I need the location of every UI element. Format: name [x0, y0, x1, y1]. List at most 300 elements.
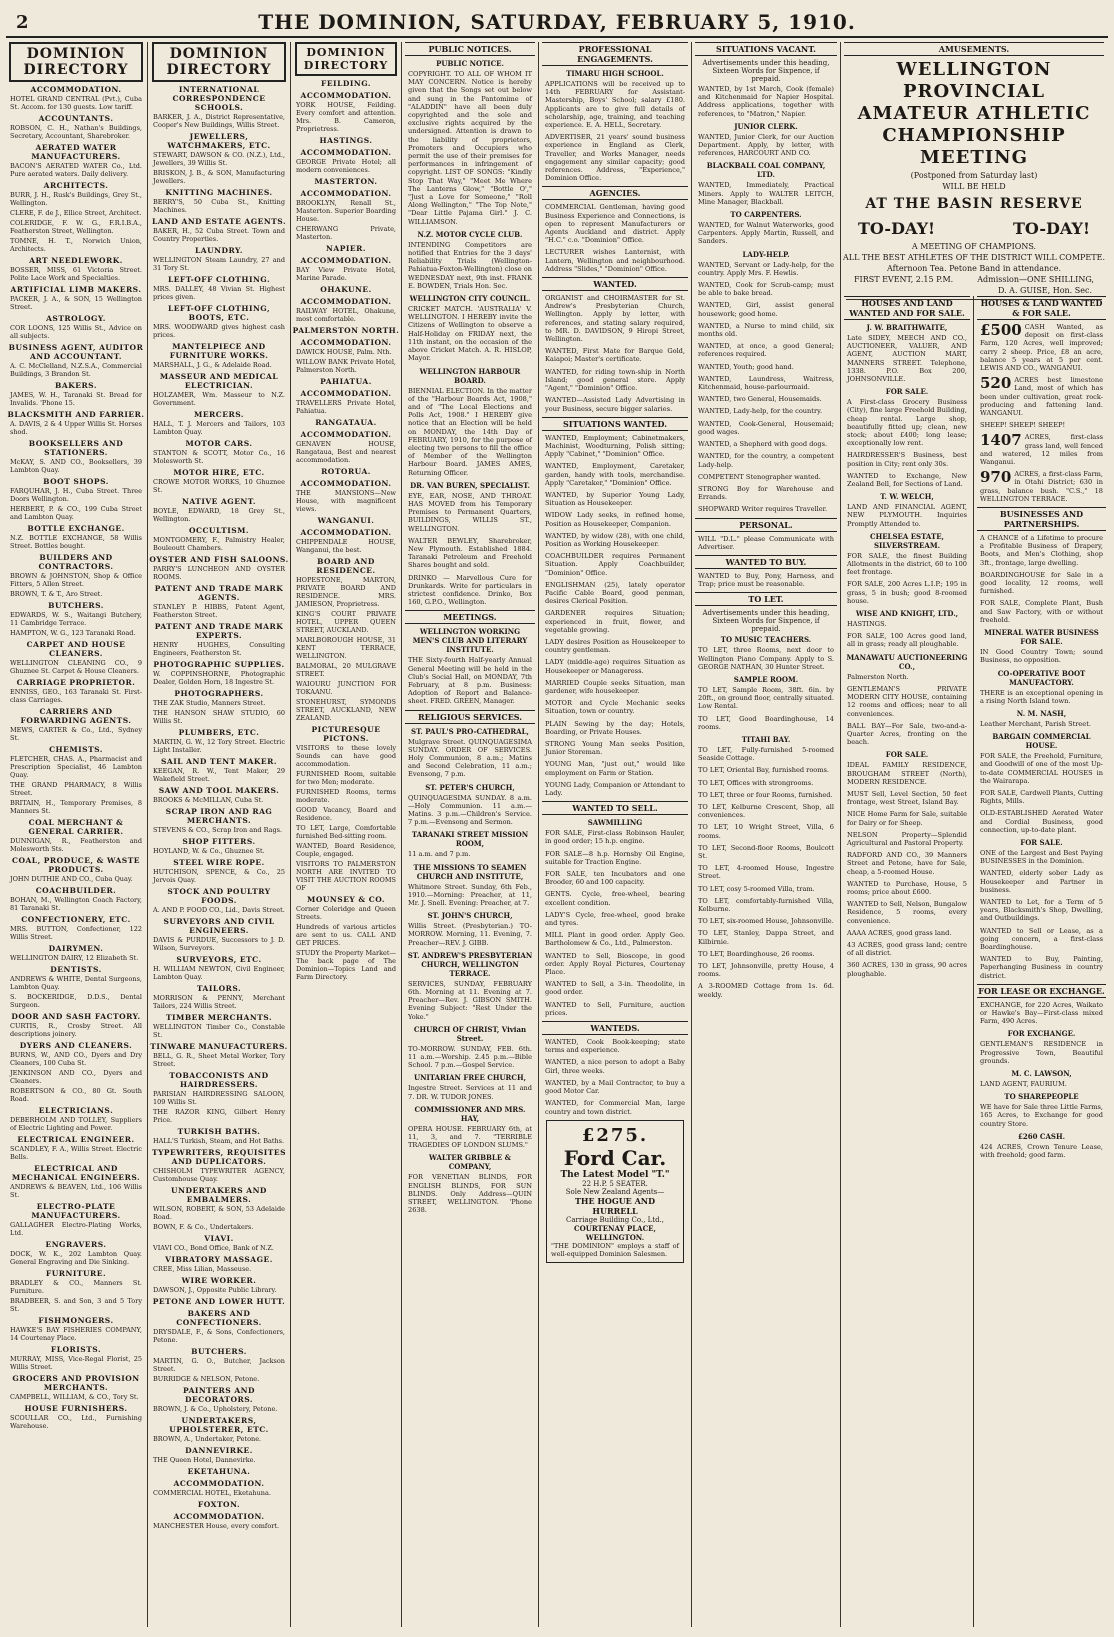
- notice-text: TO LET, Kelburne Crescent, Shop, all conveniences.: [698, 802, 834, 820]
- directory-entry: BRISKON, J. B., & SON, Manufacturing Jewellers.: [153, 169, 285, 185]
- category-heading: COAL, PRODUCE, & WASTE PRODUCTS.: [11, 856, 141, 874]
- category-heading: ACCOMMODATION.: [300, 189, 392, 198]
- meeting-of-champions: A MEETING OF CHAMPIONS.: [911, 242, 1037, 251]
- notice-lead: CHURCH OF CHRIST, Vivian Street.: [413, 1024, 527, 1043]
- category-heading: PATENT AND TRADE MARK AGENTS.: [154, 584, 284, 602]
- directory-entry: STONEHURST, SYMONDS STREET, AUCKLAND, NEW ZEALAND.: [296, 698, 396, 722]
- listing-amount: 970: [980, 468, 1012, 487]
- notice-text: Willis Street. (Presbyterian.) TO-MORROW. Morning, 11. Evening, 7. Preacher—REV. J. GIBB.: [408, 922, 532, 947]
- category-heading: COAL MERCHANT & GENERAL CARRIER.: [28, 818, 124, 836]
- directory-entry: CHERWANG Private, Masterton.: [296, 225, 396, 241]
- notice-text: ENGLISHMAN (25), lately operator Pacific Cable Board, good penman, desires Clerical Position.: [545, 580, 685, 606]
- notice-text: CRICKET MATCH. 'AUSTRALIA' V. WELLINGTON. I HEREBY invite the Citizens of Wellington to observe a Half-Holiday on FRIDAY next, the 11th instant, on the occasion of the above Cricket Match. A. R. HISLOP, Mayor.: [408, 305, 532, 363]
- personal-heading: PERSONAL.: [695, 518, 837, 532]
- directory-entry: TRAVELLERS Private Hotel, Pahiatua.: [296, 399, 396, 415]
- category-heading: ARCHITECTS.: [43, 181, 109, 190]
- category-heading: MOTOR HIRE, ETC.: [173, 468, 265, 477]
- notice-lead: THE MISSIONS TO SEAMEN CHURCH AND INSTITUTE,: [413, 862, 527, 881]
- notice-lead: T. W. WELCH,: [880, 492, 934, 502]
- category-heading: FISHMONGERS.: [38, 1316, 114, 1325]
- category-heading: DANNEVIRKE.: [185, 1446, 253, 1455]
- category-heading: BOTTLE EXCHANGE.: [27, 524, 125, 533]
- notice-lead: BLACKBALL COAL COMPANY, LTD.: [706, 161, 826, 180]
- category-heading: PHOTOGRAPHERS.: [174, 689, 264, 698]
- notice-text: MARRIED Couple seeks Situation, man gardener, wife housekeeper.: [545, 678, 685, 695]
- notice-text: FOR SALE, First-class Robinson Hauler, in good order; 15 h.p. engine.: [545, 829, 685, 846]
- notice-text: 11 a.m. and 7 p.m.: [408, 850, 471, 859]
- athletic-title-line-1: WELLINGTON PROVINCIAL: [896, 59, 1052, 102]
- directory-entry: BROWN, J. & Co., Upholstery, Petone.: [153, 1405, 278, 1413]
- notice-text: NELSON Property—Splendid Agricultural and Pastoral Property.: [847, 830, 967, 847]
- directory-entry: MORRISON & PENNY, Merchant Tailors, 224 Willis Street.: [153, 994, 285, 1010]
- directory-column-3: [292, 42, 400, 1632]
- directory-entry: CROWE MOTOR WORKS, 10 Ghuznee St.: [153, 478, 285, 494]
- directory-entry: W. COPPINSHORNE, Photographic Dealer, Golden Horn, 18 Ingestre St.: [153, 670, 285, 686]
- category-heading: PHOTOGRAPHIC SUPPLIES.: [153, 660, 285, 669]
- directory-entry: THE GRAND PHARMACY, 8 Willis Street.: [10, 781, 142, 797]
- category-heading: ACCOMMODATION.: [300, 479, 392, 488]
- category-heading: OYSTER AND FISH SALOONS.: [149, 555, 289, 564]
- directory-entry: HAMPTON, W. G., 123 Taranaki Road.: [10, 629, 136, 637]
- ford-model: The Latest Model "T.": [560, 1169, 670, 1180]
- notice-lead: FOR SALE.: [885, 750, 929, 760]
- situations-wanted-heading: SITUATIONS WANTED.: [542, 417, 688, 431]
- directory-entry: CURTIS, R., Crosby Street. All descriptions joinery.: [10, 1022, 142, 1038]
- category-heading: FOXTON.: [197, 1500, 241, 1509]
- notice-text: LECTURER wishes Lanternist, with Lantern, Wellington and neighbourhood. Address "Slides," "Dominion" Office.: [545, 248, 685, 273]
- category-heading: ACCOMMODATION.: [30, 85, 122, 94]
- category-heading: MOUNSEY & CO.: [307, 895, 385, 904]
- category-heading: STOCK AND POULTRY FOODS.: [167, 887, 271, 905]
- directory-entry: CREE, Miss Lilian, Masseuse.: [153, 1265, 252, 1273]
- directory-entry: ENNISS, GEO., 163 Taranaki St. First-class Carriages.: [10, 688, 142, 704]
- notice-text: THERE is an exceptional opening in a rising North Island town.: [980, 688, 1103, 705]
- listing-text: CASH Wanted, as deposit on first-class Farm, 120 Acres, well improved; carry 2 sheep. Price, £8 an acre, balance 5 years at 5 per cent. LEWIS AND CO., WANGANUI.: [980, 323, 1103, 373]
- directory-entry: EDWARDS, W. S., Waitangi Butchery, 11 Cambridge Terrace.: [10, 611, 142, 627]
- category-heading: TYPEWRITERS, REQUISITES AND DUPLICATORS.: [151, 1148, 287, 1166]
- houses-for-sale-column: [975, 296, 1108, 1631]
- category-heading: GROCERS AND PROVISION MERCHANTS.: [12, 1374, 140, 1392]
- notice-text: OPERA HOUSE. FEBRUARY 6th, at 11, 3, and 7. "TERRIBLE TRAGEDIES OF LONDON SLUMS.": [408, 1124, 532, 1150]
- notice-lead: JUNIOR CLERK.: [734, 121, 798, 131]
- directory-entry: BURNS, W., AND CO., Dyers and Dry Cleaners, 100 Cuba St.: [10, 1051, 142, 1067]
- notice-text: WANTED—Assisted Lady Advertising in your Business, secure bigger salaries.: [545, 396, 685, 413]
- notice-text: TO LET, three or four Rooms, furnished.: [698, 790, 833, 799]
- category-heading: UNDERTAKERS AND EMBALMERS.: [171, 1186, 267, 1204]
- notice-text: Leather Merchant, Parish Street.: [980, 719, 1091, 728]
- notice-lead: SAMPLE ROOM.: [733, 674, 799, 684]
- directory-entry: HALL, T. J. Mercers and Tailors, 103 Lambton Quay.: [153, 420, 285, 436]
- directory-entry: BROWN, T. & T., Aro Street.: [10, 590, 103, 598]
- notice-text: TO LET, three Rooms, next door to Wellington Piano Company. Apply to S. GEORGE NATHAN, 30 Hunter Street.: [698, 646, 834, 671]
- notice-lead: J. W. BRAITHWAITE,: [866, 323, 948, 332]
- notice-text: STRONG Young Man seeks Position, Junior Storeman.: [545, 740, 685, 757]
- notice-text: GARDENER requires Situation; experienced in fruit, flower, and vegetable growing.: [545, 609, 685, 634]
- notice-lead: TO CARPENTERS.: [730, 210, 802, 220]
- notice-lead: DR. VAN BUREN, SPECIALIST.: [410, 480, 530, 490]
- ford-car-advert: [546, 1120, 684, 1263]
- notice-text: TO LET, six-roomed House, Johnsonville.: [698, 917, 834, 926]
- directory-entry: VISITORS to these lovely Sounds can have good accommodation.: [296, 744, 396, 768]
- category-heading: ACCOMMODATION.: [300, 297, 392, 306]
- notice-text: 360 ACRES, 130 in grass, 90 acres ploughable.: [847, 961, 967, 978]
- section-subheading: Advertisements under this heading, Sixteen Words for Sixpence, if prepaid.: [702, 59, 830, 83]
- category-heading: ACCOMMODATION.: [300, 389, 392, 398]
- notice-lead: FOR EXCHANGE.: [1007, 1029, 1076, 1039]
- ford-address: COURTENAY PLACE, WELLINGTON.: [574, 1223, 656, 1242]
- ford-brand: Ford Car.: [563, 1145, 667, 1170]
- notice-text: PLAIN Sewing by the day; Hotels, Boarding, or Private Houses.: [545, 719, 685, 736]
- category-heading: RANGATAUA.: [315, 418, 377, 427]
- directory-entry: DOCK, W. K., 202 Lambton Quay. General Engraving and Die Sinking.: [10, 1250, 142, 1266]
- notice-text: Palmerston North.: [847, 672, 909, 681]
- directory-entry: BOWN, F. & Co., Undertakers.: [153, 1223, 254, 1231]
- directory-entry: THE HANSON SHAW STUDIO, 60 Willis St.: [153, 709, 285, 725]
- directory-entry: MEWS, CARTER & Co., Ltd., Sydney St.: [10, 726, 142, 742]
- directory-entry: FURNISHED Rooms, terms moderate.: [296, 788, 396, 804]
- category-heading: ARTIFICIAL LIMB MAKERS.: [10, 285, 142, 294]
- notice-text: WANTED to Sell, a 3-in. Theodolite, in good order.: [545, 980, 685, 997]
- directory-entry: HAWKE'S BAY FISHERIES COMPANY, 14 Courtenay Place.: [10, 1326, 142, 1342]
- directory-entry: YORK HOUSE, Feilding. Every comfort and attention. Mrs. B. Cameron, Proprietress.: [296, 101, 396, 133]
- notice-text: WANTED to Sell or Lease, as a going concern, a first-class Boardinghouse.: [980, 926, 1103, 951]
- category-heading: ACCOMMODATION.: [173, 1479, 265, 1488]
- category-heading: ELECTRICAL ENGINEER.: [17, 1135, 135, 1144]
- notice-text: WANTED, for Commercial Man, large country and town district.: [545, 1099, 685, 1116]
- category-heading: PAINTERS AND DECORATORS.: [182, 1386, 255, 1404]
- notice-lead: SAWMILLING: [587, 818, 643, 828]
- notice-text: FOR SALE, the Freehold, Furniture, and Goodwill of one of the most Up-to-date COMMERCIAL HOUSES in the Wairarapa.: [980, 752, 1103, 785]
- notice-text: GENTS. Cycle, free-wheel, bearing excellent condition.: [545, 890, 685, 907]
- band-note: Afternoon Tea. Petone Band in attendance.: [887, 264, 1061, 273]
- directory-column-1: [6, 42, 146, 1632]
- notice-text: SERVICES, SUNDAY, FEBRUARY 6th. Morning at 11. Evening at 7. Preacher—Rev. J. GIBSON SMITH. Evening Subject: "Rest Under the Yoke.": [408, 979, 532, 1021]
- category-heading: MASTERTON.: [314, 177, 378, 186]
- directory-entry: CHISHOLM TYPEWRITER AGENCY, Customhouse Quay.: [153, 1167, 285, 1183]
- notice-text: LADY'S Cycle, free-wheel, good brake and tyres.: [545, 910, 685, 928]
- category-heading: EKETAHUNA.: [187, 1467, 251, 1476]
- newspaper-page: [6, 6, 1108, 1631]
- notice-text: TO LET, Johnsonville, pretty House, 4 rooms.: [698, 962, 834, 979]
- notice-text: FOR SALE, ten Incubators and one Brooder, 60 and 100 capacity.: [545, 870, 685, 887]
- category-heading: MANTELPIECE AND FURNITURE WORKS.: [169, 342, 269, 360]
- today-right: TO-DAY!: [1012, 219, 1090, 238]
- notice-text: Ingestre Street. Services at 11 and 7. DR. W. TUDOR JONES.: [408, 1084, 532, 1101]
- notice-text: WANTED, by Superior Young Lady, Situation as Housekeeper.: [545, 490, 685, 508]
- listing-text: ACRES, first-class grass land, well fenced and watered, 12 miles from Wanganui.: [980, 433, 1103, 467]
- notice-text: HASTINGS.: [847, 620, 887, 629]
- notice-text: WANTED, Employment, Caretaker, garden, handy with tools, merchandise. Apply "Caretaker," "Dominion" Office.: [545, 462, 685, 487]
- category-heading: BUTCHERS.: [48, 601, 104, 610]
- category-heading: ACCOMMODATION.: [300, 430, 392, 439]
- notice-text: DRINKO — Marvellous Cure for Drunkards. Write for particulars in strictest confidence. Drinko, Box 160, G.P.O., Wellington.: [408, 573, 532, 607]
- directory-entry: JAMES, W. H., Taranaki St. Bread for Invalids. 'Phone 15.: [10, 391, 142, 407]
- directory-entry: Corner Coleridge and Queen Streets.: [296, 905, 396, 921]
- directory-entry: ANDREWS & BEAVEN, Ltd., 106 Willis St.: [10, 1183, 142, 1199]
- category-heading: BAKERS.: [55, 381, 97, 390]
- directory-entry: Hundreds of various articles are sent to us. CALL AND GET PRICES.: [296, 923, 396, 947]
- category-heading: BLACKSMITH AND FARRIER.: [7, 410, 145, 419]
- notice-lead: TIMARU HIGH SCHOOL.: [566, 69, 664, 78]
- category-heading: OHAKUNE.: [320, 285, 372, 294]
- category-heading: FEILDING.: [321, 79, 371, 88]
- category-heading: DYERS AND CLEANERS.: [19, 1041, 133, 1050]
- notice-text: MOTOR and Cycle Mechanic seeks Situation, town or country.: [545, 699, 685, 716]
- notice-text: FOR SALE, 100 Acres good land, all in grass; ready all ploughable.: [847, 632, 967, 649]
- athletic-title-line-2: AMATEUR ATHLETIC: [857, 103, 1091, 124]
- category-heading: ROTORUA.: [321, 467, 371, 476]
- category-heading: FURNITURE.: [45, 1269, 107, 1278]
- directory-entry: A. C. McClelland, N.Z.S.A., Commercial Buildings, 3 Brandon St.: [10, 362, 142, 378]
- directory-entry: JOHN DUTHIE AND CO., Cuba Quay.: [10, 875, 133, 883]
- notice-lead: FOR SALE.: [885, 387, 929, 397]
- directory-entry: WELLINGTON Timber Co., Constable St.: [153, 1023, 285, 1039]
- directory-entry: RAILWAY HOTEL, Ohakune, most comfortable.: [296, 307, 396, 323]
- will-be-held: WILL BE HELD: [942, 182, 1006, 191]
- notice-text: WANTED, for riding town-ship in North Island; good general store. Apply "Agent," "Dominion" Office.: [545, 367, 685, 393]
- directory-entry: WELLINGTON DAIRY, 12 Elizabeth St.: [10, 954, 139, 962]
- notice-text: WANTED, Employment; Cabinetmakers, Machinist, Woodturning, Polish sitting; Apply "Cabinet," "Dominion" Office.: [545, 433, 685, 459]
- notice-text: WANTED, Cook Book-keeping; state terms and experience.: [545, 1038, 685, 1055]
- notice-text: MUST Sell, Level Section, 50 feet frontage, west Street, Island Bay.: [847, 789, 967, 807]
- directory-entry: CAMPBELL, WILLIAM, & CO., Tory St.: [10, 1393, 139, 1401]
- directory-entry: HENRY HUGHES, Consulting Engineers, Featherston St.: [153, 641, 285, 657]
- businesses-heading: BUSINESSES AND PARTNERSHIPS.: [977, 507, 1106, 531]
- notice-text: AAAA ACRES, good grass land.: [847, 928, 952, 937]
- directory-entry: MONTGOMERY, F., Palmistry Healer, Bouleoutt Chambers.: [153, 536, 285, 552]
- notice-text: WANTED to Buy, Painting, Paperhanging Business in country district.: [980, 955, 1103, 980]
- directory-entry: GEORGE Private Hotel; all modern conveniences.: [296, 158, 396, 174]
- directory-entry: STUDY the Property Market—The back page of The Dominion—Topics Land and Farm Directory.: [296, 949, 396, 981]
- category-heading: BUILDERS AND CONTRACTORS.: [38, 553, 114, 571]
- directory-entry: A. DAVIS, 2 & 4 Upper Willis St. Horses shod.: [10, 420, 142, 436]
- category-heading: ACCOMMODATION.: [300, 256, 392, 265]
- wanted-to-sell-heading: WANTED TO SELL.: [542, 801, 688, 815]
- directory-entry: THE RAZOR KING, Gilbert Henry Price.: [153, 1108, 285, 1124]
- category-heading: ART NEEDLEWORK.: [29, 256, 123, 265]
- postponed-note: (Postponed from Saturday last): [910, 171, 1038, 180]
- directory-entry: PARISIAN HAIRDRESSING SALOON, 109 Willis St.: [153, 1090, 285, 1106]
- amusements-heading: AMUSEMENTS.: [844, 42, 1104, 56]
- notice-lead: ST. ANDREW'S PRESBYTERIAN CHURCH, WELLINGTON TERRACE.: [407, 950, 533, 978]
- category-heading: BOARD AND RESIDENCE.: [316, 557, 376, 575]
- directory-entry: THE MANSIONS—New House, with magnificent views.: [296, 489, 396, 513]
- category-heading: CARRIERS AND FORWARDING AGENTS.: [20, 707, 132, 725]
- directory-entry: MURRAY, MISS, Vice-Regal Florist, 25 Willis Street.: [10, 1355, 142, 1371]
- notice-text: FOR SALE, 200 Acres L.I.P.; 195 in grass, 5 in bush; good 8-roomed house.: [847, 580, 967, 605]
- category-heading: PATENT AND TRADE MARK EXPERTS.: [154, 622, 284, 640]
- notice-text: ORGANIST and CHOIRMASTER for St. Andrew's Presbyterian Church, Wellington. Apply by letter, with references, and stating salary required, to MR. D. DAVIDSON, 9 Hiropi Street, Wellington.: [545, 294, 685, 344]
- notice-text: WANTED, Junior Clerk, for our Auction Department. Apply, by letter, with references, HARCOURT AND CO.: [698, 132, 834, 158]
- notice-text: BOARDINGHOUSE for Sale in a good locality, 12 rooms, well furnished.: [980, 570, 1103, 596]
- directory-entry: HOLZAMER, Wm. Masseur to N.Z. Government.: [153, 391, 285, 407]
- directory-entry: BURRIDGE & NELSON, Petone.: [153, 1375, 260, 1383]
- first-event: FIRST EVENT, 2.15 P.M.: [854, 275, 954, 284]
- category-heading: ACCOMMODATION.: [300, 148, 392, 157]
- notice-text: WANTED to Buy, Pony, Harness, and Trap; price must be reasonable.: [698, 571, 834, 589]
- category-heading: ASTROLOGY.: [46, 314, 106, 323]
- listing-amount: £500: [980, 321, 1022, 339]
- venue: AT THE BASIN RESERVE: [865, 196, 1083, 212]
- notice-text: ADVERTISER, 21 years' sound business experience in England as Clerk, Traveller, and Works Manager, needs engagement any similar capacity; good references. Address, "Experience," Dominion Office.: [545, 133, 685, 183]
- directory-entry: TOMNE, H. T., Norwich Union, Architects.: [10, 237, 142, 253]
- category-heading: ACCOMMODATION.: [173, 1512, 265, 1521]
- notice-text: WIDOW Lady seeks, in refined home, Position as Housekeeper, Companion.: [545, 511, 685, 528]
- directory-entry: CLERE, F. de J., Ellice Street, Architect.: [10, 209, 142, 217]
- directory-entry: FLETCHER, CHAS. A., Pharmacist and Prescription Specialist, 46 Lambton Quay.: [10, 755, 142, 779]
- ford-agents-line: Sole New Zealand Agents—: [565, 1187, 665, 1196]
- notice-text: FOR SALE, Cardwell Plants, Cutting Rights, Mills.: [980, 788, 1103, 806]
- category-heading: PICTURESQUE PICTONS.: [311, 725, 381, 743]
- notice-text: WANTED, First Mate for Barque Gold, Kaiapoi; Master's certificate.: [545, 347, 685, 364]
- notice-text: WANTED, a Nurse to mind child, six months old.: [698, 321, 834, 339]
- category-heading: HOUSE FURNISHERS.: [24, 1404, 128, 1413]
- notice-text: GENTLEMAN'S PRIVATE MODERN CITY HOUSE, containing 12 rooms and offices; near to all conveniences.: [847, 684, 967, 718]
- wanted-to-buy-heading: WANTED TO BUY.: [695, 555, 837, 569]
- category-heading: SURVEYORS, ETC.: [176, 955, 262, 964]
- directory-entry: ROBERTSON & CO., 80 Gt. South Road.: [10, 1087, 142, 1103]
- directory-entry: SCOULLAR CO., Ltd., Furnishing Warehouse.: [10, 1414, 142, 1430]
- lease-exchange-heading: FOR LEASE OR EXCHANGE.: [978, 985, 1105, 996]
- notice-text: A CHANCE of a Lifetime to procure a Profitable Business of Drapery, Boots, and Men's Clothing, shop 3ft., frontage, large dwelling.: [980, 534, 1103, 567]
- category-heading: DENTISTS.: [50, 965, 102, 974]
- directory-entry: DRYSDALE, F., & Sons, Confectioners, Petone.: [153, 1328, 285, 1344]
- land-listing: [980, 421, 1103, 429]
- category-heading: NATIVE AGENT.: [181, 497, 257, 506]
- category-heading: HASTINGS.: [319, 136, 373, 145]
- notice-lead: TARANAKI STREET MISSION ROOM,: [411, 830, 529, 849]
- meetings-heading: MEETINGS.: [405, 610, 535, 624]
- notice-lead: ST. JOHN'S CHURCH,: [427, 911, 513, 921]
- notice-lead: UNITARIAN FREE CHURCH,: [413, 1073, 527, 1083]
- notice-text: WANTED, Servant or Lady-help, for the country. Apply Mrs. F. Hewlis.: [698, 260, 834, 277]
- directory-entry: BROWN & JOHNSTON, Shop & Office Fitters, 5 Allen Street.: [10, 572, 142, 588]
- event-admission-row: [842, 275, 1106, 284]
- ford-note: "THE DOMINION" employs a staff of well-equipped Dominion Salesmen.: [551, 1241, 679, 1258]
- notice-text: WANTED, Girl, assist general housework; good home.: [698, 301, 834, 318]
- category-heading: ACCOMMODATION.: [300, 528, 392, 537]
- directory-entry: PACKER, J. A., & SON, 15 Wellington Street.: [10, 295, 142, 311]
- today-left: TO-DAY!: [858, 219, 936, 238]
- notice-lead: MINERAL WATER BUSINESS FOR SALE.: [984, 628, 1099, 647]
- notice-text: COPYRIGHT. TO ALL OF WHOM IT MAY CONCERN. Notice is hereby given that the Songs set out below and sung in the Pantomime of "ALADDIN" have all been duly copyrighted and the sole and exclusive rights acquired by the undersigned. Attention is drawn to the liability of proprietors, Promoters and Occupiers who permit the use of their premises for performances in infringement of copyright. LIST OF SONGS: "Kindly Stop That Way," "Meet Me Where The Lanterns Glow," "Bottle O'," "Just a Love for Someone," "Roll Along Wellington," "The Top Note," "Dear Little Pajama Girl." J. C. WILLIAMSON.: [408, 70, 532, 226]
- notice-text: RADFORD AND CO., 39 Manners Street and Petone, have for Sale, cheap, a 5-roomed House.: [847, 851, 967, 876]
- category-heading: PLUMBERS, ETC.: [178, 728, 260, 737]
- directory-entry: STANLEY P. HIBBS, Patent Agent, Featherston Street.: [153, 603, 285, 619]
- category-heading: TURKISH BATHS.: [177, 1127, 261, 1136]
- notice-lead: TITAHI BAY.: [741, 734, 791, 744]
- category-heading: LAND AND ESTATE AGENTS.: [151, 217, 287, 226]
- directory-entry: BELL, G. R., Sheet Metal Worker, Tory Street.: [153, 1052, 285, 1068]
- category-heading: TAILORS.: [196, 984, 242, 993]
- public-notices-heading: PUBLIC NOTICES.: [405, 42, 535, 56]
- category-heading: TOBACCONISTS AND HAIRDRESSERS.: [169, 1071, 269, 1089]
- listing-text: SHEEP! SHEEP! SHEEP!: [980, 421, 1066, 430]
- ford-price: £275.: [581, 1124, 649, 1146]
- notice-text: Mulgrave Street. QUINQUAGESIMA SUNDAY. ORDER OF SERVICES. Holy Communion, 8 a.m.; Matins and Second Celebration, 11 a.m.; Evensong, 7 p.m.: [408, 737, 532, 779]
- directory-entry: BOYLE, EDWARD, 18 Grey St., Wellington.: [153, 507, 285, 523]
- notice-text: WANTED, Cook-General, Housemaid; good wages.: [698, 419, 834, 436]
- notice-lead: £260 CASH.: [1017, 1131, 1066, 1141]
- category-heading: LAUNDRY.: [195, 246, 243, 255]
- directory-entry: BRADBEER, S. and Son, 3 and 5 Tory St.: [10, 1297, 142, 1313]
- notice-text: THE Sixty-fourth Half-yearly Annual General Meeting will be held in the Club's Social Hall, on MONDAY, 7th February, at 8 p.m. Business: Adoption of Report and Balance-sheet. FRED. GREEN, Manager.: [408, 656, 532, 706]
- directory-entry: JENKINSON AND CO., Dyers and Cleaners.: [10, 1069, 142, 1085]
- directory-entry: MRS. DALLEY, 48 Vivian St. Highest prices given.: [153, 285, 285, 301]
- notice-text: WANTED, Immediately, Practical Miners. Apply to WALTER LEITCH, Mine Manager, Blackball.: [698, 181, 834, 206]
- notice-text: IDEAL FAMILY RESIDENCE, BROUGHAM STREET (North), MODERN RESIDENCE.: [847, 761, 967, 786]
- directory-entry: BOSSER, MISS, 61 Victoria Street. Polite Lace Work and Specialties.: [10, 266, 142, 282]
- land-listing: [980, 323, 1103, 372]
- category-heading: CARRIAGE PROPRIETOR.: [16, 678, 136, 687]
- agencies-heading: AGENCIES.: [542, 186, 688, 200]
- directory-entry: STEWART, DAWSON & CO. (N.Z.), Ltd., Jewellers, 39 Willis St.: [153, 151, 285, 167]
- houses-wanted-heading: HOUSES AND LAND WANTED AND FOR SALE.: [844, 296, 970, 320]
- directory-heading: DOMINION DIRECTORY: [295, 42, 397, 76]
- directory-entry: MARTIN, G. W., 12 Tory Street. Electric Light Installer.: [153, 738, 285, 754]
- directory-entry: KING'S COURT PRIVATE HOTEL, UPPER QUEEN STREET, AUCKLAND.: [296, 610, 396, 634]
- notice-text: WANTED, by a Mail Contractor, to buy a good Motor Car.: [545, 1078, 685, 1096]
- notice-text: WANTED, Youth; good hand.: [698, 362, 794, 371]
- category-heading: CARPET AND HOUSE CLEANERS.: [26, 640, 126, 658]
- category-heading: INTERNATIONAL CORRESPONDENCE SCHOOLS.: [172, 85, 266, 112]
- directory-entry: A. AND P. FOOD CO., Lid., Davis Street.: [153, 906, 285, 914]
- notice-text: NICE Home Farm for Sale, suitable for Dairy or for Sheep.: [847, 810, 967, 827]
- to-let-heading: TO LET.: [695, 592, 837, 606]
- notice-lead: ST. PETER'S CHURCH,: [425, 782, 515, 792]
- category-heading: MASSEUR AND MEDICAL ELECTRICIAN.: [159, 372, 279, 390]
- notice-text: IN Good Country Town; sound Business, no opposition.: [980, 648, 1103, 665]
- directory-entry: MARTIN, G. O., Butcher, Jackson Street.: [153, 1357, 285, 1373]
- engagements-column: [540, 42, 690, 1632]
- land-listing: [980, 433, 1103, 466]
- directory-heading: DOMINION DIRECTORY: [152, 42, 286, 82]
- directory-entry: COR LOONS, 125 Willis St., Advice on all subjects.: [10, 324, 142, 340]
- notice-text: EXCHANGE, for 220 Acres, Waikato or Hawke's Bay—First-class mixed Farm, 490 Acres.: [980, 1000, 1103, 1026]
- directory-entry: THE ZAK Studio, Manners Street.: [153, 699, 266, 707]
- directory-entry: HOTEL GRAND CENTRAL (Pvt.), Cuba St. Accom. for 130 guests. Low tariff.: [10, 95, 142, 111]
- directory-entry: MRS. WOODWARD gives highest cash prices.: [153, 323, 285, 339]
- category-heading: BUTCHERS.: [191, 1347, 247, 1356]
- category-heading: VIBRATORY MASSAGE.: [165, 1255, 273, 1264]
- directory-entry: DAWSON, J., Opposite Public Library.: [153, 1286, 277, 1294]
- notice-text: WE have for Sale three Little Farms, 165 Acres, to Exchange for good country Store.: [980, 1103, 1103, 1128]
- notice-text: WILL "D.L." please Communicate with Advertiser.: [698, 534, 834, 551]
- notice-text: TO LET, 4-roomed House, Ingestre Street.: [698, 864, 834, 881]
- category-heading: MERCERS.: [194, 410, 244, 419]
- directory-entry: MANCHESTER House, every comfort.: [153, 1522, 280, 1530]
- notice-text: TO LET, Good Boardinghouse, 14 rooms.: [698, 714, 834, 731]
- directory-entry: FURNISHED Room, suitable for two Men; moderate.: [296, 770, 396, 786]
- category-heading: SAW AND TOOL MAKERS.: [158, 786, 280, 795]
- notice-lead: LADY-HELP.: [742, 249, 790, 259]
- notice-text: WANTED, for Walnut Waterworks, good Carpenters. Apply Martin, Russell, and Sanders.: [698, 221, 834, 246]
- category-heading: KNITTING MACHINES.: [165, 188, 273, 197]
- notice-text: TO LET, 10 Wright Street, Villa, 6 rooms.: [698, 823, 834, 840]
- directory-entry: DAWICK HOUSE, Palm. Nth.: [296, 348, 392, 356]
- today-banner: [842, 219, 1106, 238]
- category-heading: CHEMISTS.: [49, 745, 103, 754]
- notice-text: LADY desires Position as Housekeeper to country gentleman.: [545, 637, 685, 655]
- directory-entry: BROWN, A., Undertaker, Petone.: [153, 1435, 262, 1443]
- category-heading: PALMERSTON NORTH.: [292, 326, 400, 335]
- notice-text: A First-class Grocery Business (City), fine large Freehold Building, cheap rental. Large shop, beautifully fitted up; clean, new stock; about £400; long lease; exceptionally low rent.: [847, 398, 967, 448]
- category-heading: ENGRAVERS.: [45, 1240, 107, 1249]
- category-heading: SURVEYORS AND CIVIL ENGINEERS.: [163, 917, 275, 935]
- ford-agents-2: Carriage Building Co., Ltd.,: [565, 1215, 665, 1224]
- directory-entry: BURR, J. H., Rusk's Buildings, Grey St., Wellington.: [10, 191, 142, 207]
- masthead: [6, 6, 1108, 38]
